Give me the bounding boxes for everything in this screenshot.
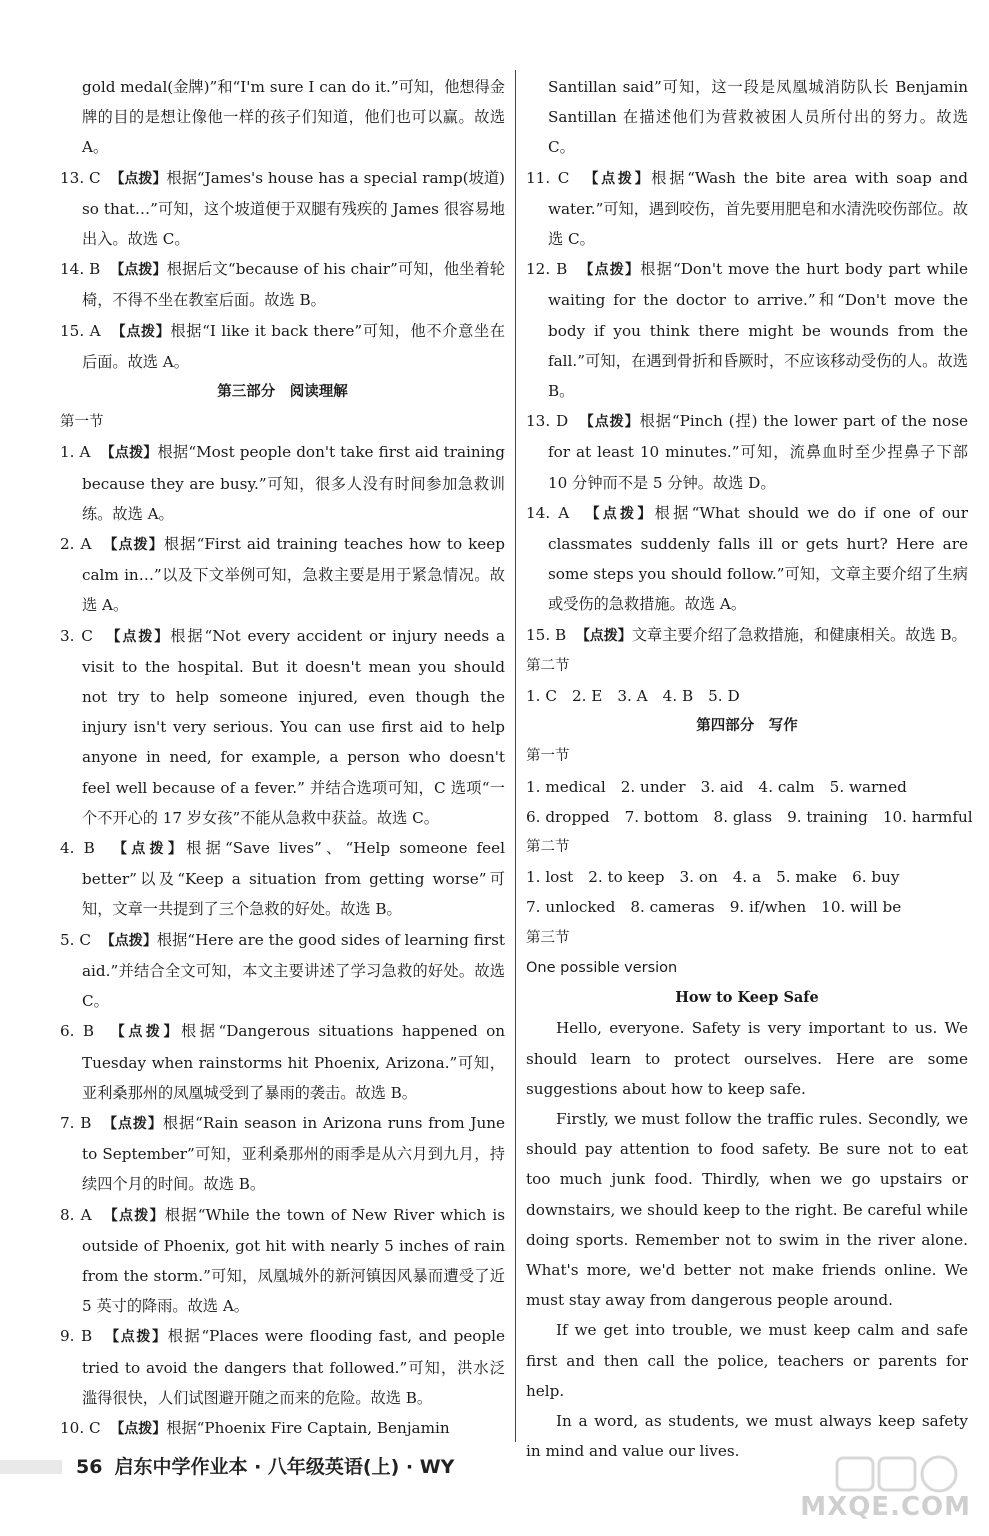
answer-item bbox=[526, 620, 968, 651]
essay-paragraph: Hello, everyone. Safety is very important to us. We should learn to protect ourselves. Here are some suggestions about how to keep safe. bbox=[526, 1019, 968, 1098]
hint-tag: 【点拨】 bbox=[103, 1207, 165, 1224]
hint-tag: 【点拨】 bbox=[110, 170, 167, 187]
answer-text: 根据“I like it back there”可知，他不介意坐在后面。故选 A。 bbox=[82, 321, 506, 371]
answer-number: 2. A bbox=[60, 535, 92, 554]
footer-text bbox=[76, 1452, 454, 1479]
answer-number: 12. B bbox=[526, 260, 568, 279]
answer-item bbox=[60, 437, 505, 529]
hint-tag: 【点拨】 bbox=[579, 262, 641, 279]
answer-cell: 10. harmful bbox=[882, 807, 973, 826]
answer-number: 14. B bbox=[60, 260, 101, 279]
section-label: 第二节 bbox=[526, 839, 570, 856]
answer-number: 6. B bbox=[60, 1022, 95, 1041]
answer-cell: 3. aid bbox=[700, 777, 744, 796]
answer-text: 根据“Wash the bite area with soap and water.”可知，遇到咬伤，首先要用肥皂和水清洗咬伤部位。故选 C。 bbox=[548, 168, 968, 249]
answer-row bbox=[526, 681, 968, 711]
answer-item bbox=[526, 254, 968, 406]
answer-item bbox=[60, 1321, 505, 1413]
answer-cell: 9. training bbox=[787, 807, 868, 826]
answer-cell: 1. lost bbox=[526, 868, 574, 887]
answer-cell: 3. on bbox=[679, 868, 718, 887]
answer-text: 根据“Here are the good sides of learning first aid.”并结合全文可知，本文主要讲述了学习急救的好处。故选 C。 bbox=[82, 930, 505, 1011]
answer-cell: 5. make bbox=[776, 868, 838, 887]
answer-item bbox=[60, 1016, 505, 1108]
answer-text: 根据“Dangerous situations happened on Tuesday when rainstorms hit Phoenix, Arizona.”可知，亚利桑那州的凤凰城受到了暴雨的袭击。故选 B。 bbox=[82, 1022, 506, 1102]
answer-cell: 8. glass bbox=[713, 807, 773, 826]
hint-tag: 【点拨】 bbox=[110, 1024, 181, 1041]
answer-text: 根据“Rain season in Arizona runs from June to September”可知，亚利桑那州的雨季是从六月到九月，持续四个月的时间。故选 B。 bbox=[82, 1113, 506, 1194]
hint-tag: 【点拨】 bbox=[100, 445, 158, 462]
answer-text: 根据“James's house has a special ramp(坡道) so that…”可知，这个坡道便于双腿有残疾的 James 很容易地出入。故选 C。 bbox=[82, 168, 505, 249]
hint-tag: 【点拨】 bbox=[579, 414, 640, 431]
hint-tag: 【点拨】 bbox=[585, 505, 655, 522]
answer-text: 根据“While the town of New River which is outside of Phoenix, got hit with nearly 5 inches of rain from the storm.”可知，凤凰城外的新河镇因风暴而遭受了近 5 英寸的降雨。故选 A。 bbox=[82, 1205, 505, 1316]
answer-item bbox=[60, 925, 505, 1017]
answer-cell: 10. will be bbox=[821, 898, 902, 917]
right-column bbox=[526, 72, 973, 1466]
answer-number: 5. C bbox=[60, 930, 91, 949]
answer-item bbox=[60, 621, 505, 833]
answer-cell: 1. C bbox=[526, 687, 557, 706]
answer-item bbox=[60, 529, 505, 621]
essay-paragraph: In a word, as students, we must always keep safety in mind and value our lives. bbox=[526, 1411, 968, 1461]
answer-item bbox=[60, 254, 505, 315]
essay-paragraph: If we get into trouble, we must keep calm and safe first and then call the police, teachers or parents for help. bbox=[526, 1321, 968, 1400]
answer-number: 1. A bbox=[60, 443, 91, 462]
hint-tag: 【点拨】 bbox=[100, 932, 157, 949]
answer-cell: 2. to keep bbox=[588, 868, 665, 887]
hint-tag: 【点拨】 bbox=[112, 841, 187, 858]
answer-cell: 7. bottom bbox=[624, 807, 699, 826]
answer-cell: 2. under bbox=[620, 777, 686, 796]
answer-cell: 6. buy bbox=[852, 868, 900, 887]
answer-item bbox=[60, 1108, 505, 1200]
column-divider bbox=[515, 70, 516, 1442]
answer-text: 根据“Save lives”、“Help someone feel better”以及“Keep a situation from getting worse”可知，文章一共提到了三个急救的好处。故选 B。 bbox=[82, 839, 506, 919]
answer-item bbox=[526, 406, 968, 498]
hint-tag: 【点拨】 bbox=[103, 537, 164, 554]
hint-tag: 【点拨】 bbox=[106, 628, 171, 645]
answer-cell: 8. cameras bbox=[630, 898, 715, 917]
answer-item bbox=[60, 316, 505, 377]
answer-number: 13. C bbox=[60, 168, 101, 187]
hint-tag: 【点拨】 bbox=[584, 170, 652, 187]
essay-title: How to Keep Safe bbox=[675, 989, 819, 1007]
answer-cell: 4. calm bbox=[758, 777, 815, 796]
answer-cell: 5. D bbox=[708, 687, 740, 706]
answer-number: 15. B bbox=[526, 625, 567, 644]
answer-number: 9. B bbox=[60, 1327, 93, 1346]
hint-tag: 【点拨】 bbox=[111, 323, 171, 340]
answer-number: 7. B bbox=[60, 1113, 92, 1132]
section-label: 第二节 bbox=[526, 657, 570, 674]
answer-text: 根据“Most people don't take first aid training because they are busy.”可知，很多人没有时间参加急救训练。故选 A。 bbox=[82, 443, 506, 523]
answer-text: 文章主要介绍了急救措施，和健康相关。故选 B。 bbox=[631, 625, 967, 644]
answer-row bbox=[526, 802, 973, 832]
hint-tag: 【点拨】 bbox=[110, 262, 167, 279]
answer-item bbox=[60, 1200, 505, 1322]
answer-text: 根据“Pinch (捏) the lower part of the nose for at least 10 minutes.”可知，流鼻血时至少捏鼻子下部 10 分钟而不是 5 分钟。故选 D。 bbox=[548, 412, 968, 492]
answer-item bbox=[60, 833, 505, 925]
hint-tag: 【点拨】 bbox=[105, 1329, 168, 1346]
section-label: 第一节 bbox=[60, 414, 104, 431]
answer-cell: 3. A bbox=[617, 687, 648, 706]
section-label: One possible version bbox=[526, 959, 678, 976]
answer-cell: 4. B bbox=[662, 687, 694, 706]
answer-number: 4. B bbox=[60, 839, 95, 858]
answer-number: 13. D bbox=[526, 412, 569, 431]
watermark-text: MXQE.COM bbox=[800, 1492, 971, 1522]
answer-row bbox=[526, 862, 968, 892]
answer-item bbox=[526, 498, 968, 620]
page-number: 56 bbox=[76, 1456, 103, 1478]
answer-item bbox=[60, 1413, 505, 1444]
hint-tag: 【点拨】 bbox=[110, 1420, 167, 1437]
hint-tag: 【点拨】 bbox=[575, 627, 632, 644]
section-label: 第一节 bbox=[526, 748, 570, 765]
answer-text: 根据后文“because of his chair”可知，他坐着轮椅，不得不坐在教室后面。故选 B。 bbox=[82, 260, 505, 310]
answer-number: 14. A bbox=[526, 503, 570, 522]
part-heading: 第四部分 写作 bbox=[696, 718, 798, 735]
answer-cell: 2. E bbox=[571, 687, 603, 706]
essay-paragraph: Firstly, we must follow the traffic rules. Secondly, we should pay attention to food safety. Be sure not to eat too much junk food. Thirdly, when we go upstairs or downstairs, we should keep to the right. Be careful while doing sports. Remember not to swim in the river alone. What's more, we'd better not make friends online. We must stay away from dangerous people around. bbox=[526, 1109, 968, 1310]
answer-number: 15. A bbox=[60, 321, 101, 340]
answer-item bbox=[60, 163, 505, 255]
answer-text: 根据“Not every accident or injury needs a visit to the hospital. But it doesn't mean you should not try to help someone injured, even though the injury isn't very serious. You can use first aid to help anyone in need, for example, a person who doesn't feel well because of a fever.” 并结合选项可知，C 选项“一个不开心的 17 岁女孩”不能从急救中获益。故选 C。 bbox=[82, 626, 506, 827]
answer-number: 11. C bbox=[526, 168, 570, 187]
hint-tag: 【点拨】 bbox=[103, 1115, 163, 1132]
answer-cell: 4. a bbox=[732, 868, 762, 887]
answer-item bbox=[526, 163, 968, 255]
answer-row bbox=[526, 892, 968, 922]
answer-text: 根据“Places were flooding fast, and people tried to avoid the dangers that followed.”可知，洪水泛滥得很快，人们试图避开随之而来的危险。故选 B。 bbox=[82, 1327, 506, 1407]
section-label: 第三节 bbox=[526, 929, 570, 946]
footer-bar bbox=[0, 1460, 62, 1474]
answer-text: 根据“First aid training teaches how to keep calm in…”以及下文举例可知，急救主要是用于紧急情况。故选 A。 bbox=[82, 535, 506, 615]
answer-cell: 9. if/when bbox=[729, 898, 807, 917]
part-heading: 第三部分 阅读理解 bbox=[217, 384, 348, 401]
answer-cell: 6. dropped bbox=[526, 807, 610, 826]
answer-cell: 1. medical bbox=[526, 777, 606, 796]
answer-continuation: Santillan said”可知，这一段是凤凰城消防队长 Benjamin Santillan 在描述他们为营救被困人员所付出的努力。故选 C。 bbox=[548, 78, 968, 157]
answer-cell: 7. unlocked bbox=[526, 898, 616, 917]
answer-number: 10. C bbox=[60, 1418, 101, 1437]
answer-number: 3. C bbox=[60, 626, 93, 645]
answer-row bbox=[526, 772, 968, 802]
book-title: 启东中学作业本 · 八年级英语(上) · WY bbox=[114, 1456, 455, 1478]
answer-cell: 5. warned bbox=[829, 777, 907, 796]
answer-number: 8. A bbox=[60, 1205, 92, 1224]
answer-text: 根据“What should we do if one of our classmates suddenly falls ill or gets hurt? Here are some steps you should follow.”可知，文章主要介绍了生病或受伤的急救措施。故选 A。 bbox=[548, 503, 968, 614]
answer-text: 根据“Phoenix Fire Captain, Benjamin bbox=[166, 1418, 450, 1437]
answer-continuation: gold medal(金牌)”和“I'm sure I can do it.”可知，他想得金牌的目的是想让像他一样的孩子们知道，他们也可以赢。故选 A。 bbox=[82, 78, 505, 157]
answer-text: 根据“Don't move the hurt body part while waiting for the doctor to arrive.”和“Don't move the body if you think there might be wounds from the fall.”可知，在遇到骨折和昏厥时，不应该移动受伤的人。故选 B。 bbox=[548, 260, 968, 401]
left-column bbox=[60, 72, 505, 1444]
